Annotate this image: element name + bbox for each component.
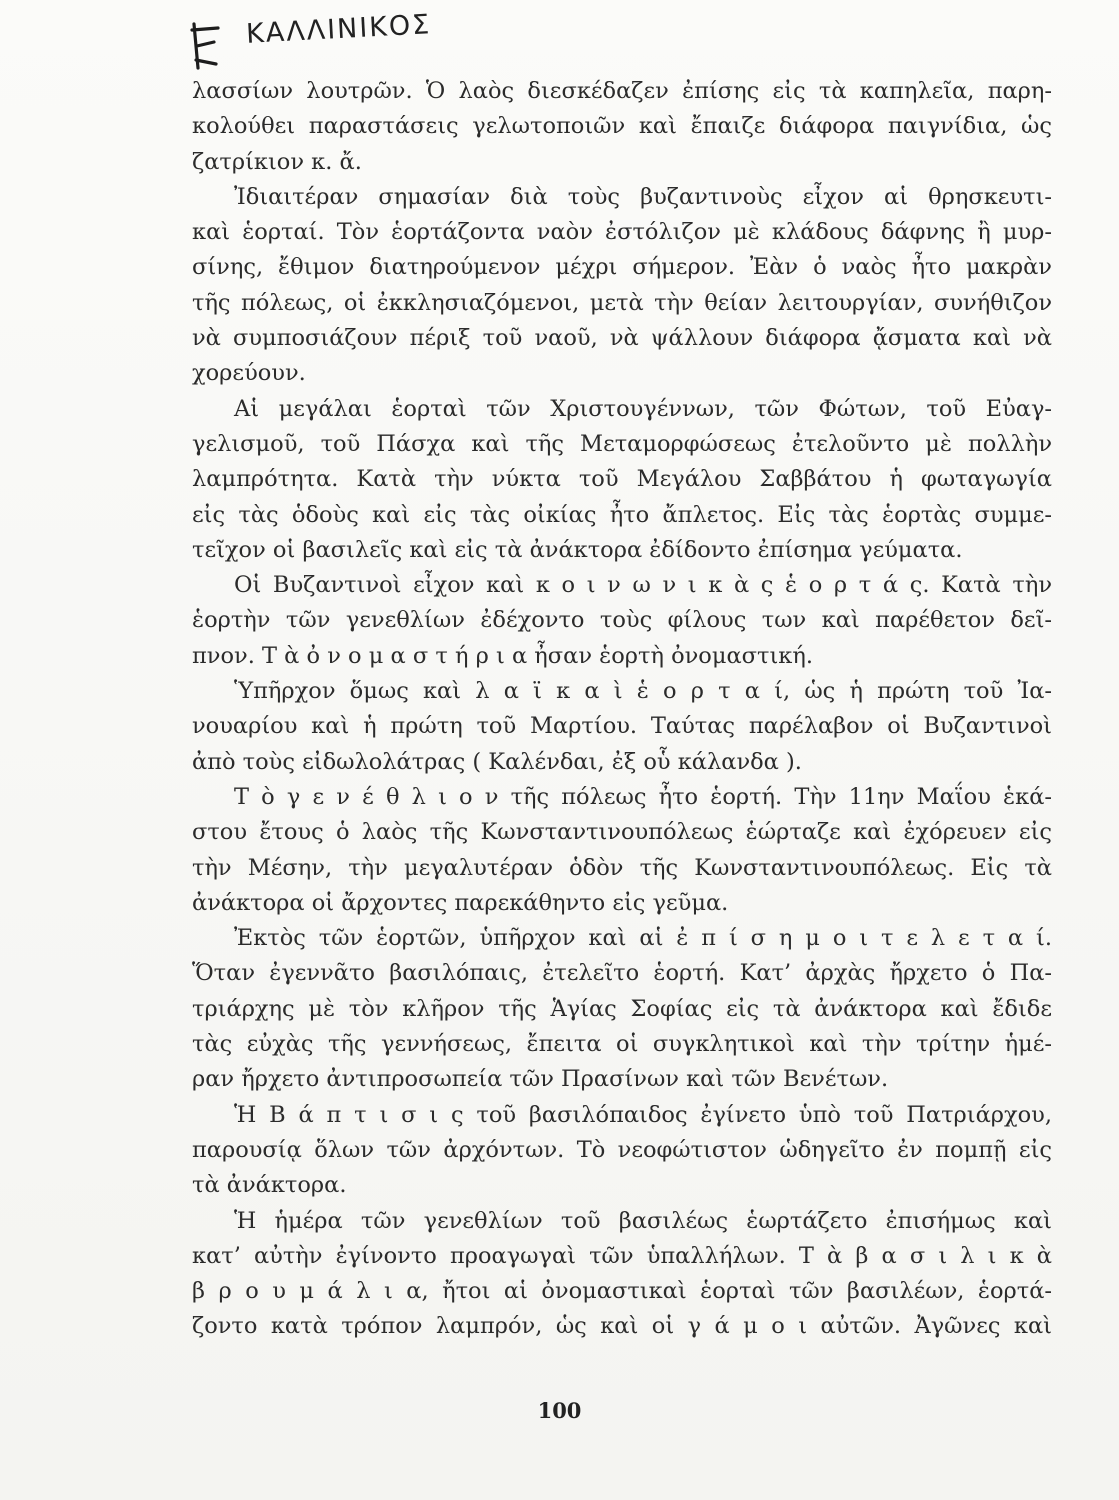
text-line: κολούθει παραστάσεις γελωτοποιῶν καὶ ἔπαιζε διάφορα παιγνίδια, ὡς [192,113,1052,140]
text-line: κατ’ αὐτὴν ἐγίνοντο προαγωγαὶ τῶν ὑπαλλήλων. Τ ὰ β α σ ι λ ι κ ὰ [192,1242,1052,1269]
text-line: Ἡ Β ά π τ ι σ ι ς τοῦ βασιλόπαιδος ἐγίνετο ὑπὸ τοῦ Πατριάρχου, [234,1101,1052,1128]
text-line: ἀνάκτορα οἱ ἄρχοντες παρεκάθηντο εἰς γεῦμα. [192,889,729,916]
body-text [192,74,1052,1345]
text-line: ζατρίκιον κ. ἄ. [192,148,362,175]
text-line: Ἰδιαιτέραν σημασίαν διὰ τοὺς βυζαντινοὺς εἶχον αἱ θρησκευτι- [234,183,1052,210]
text-line: τῆς πόλεως, οἱ ἐκκλησιαζόμενοι, μετὰ τὴν θείαν λειτουργίαν, συνήθιζον [192,289,1052,316]
text-line: Ὑπῆρχον ὅμως καὶ λ α ϊ κ α ὶ ἑ ο ρ τ α ί, ὡς ἡ πρώτη τοῦ Ἰα- [234,678,1052,705]
text-line: ζοντο κατὰ τρόπον λαμπρόν, ὡς καὶ οἱ γ ά μ ο ι αὐτῶν. Ἀγῶνες καὶ [192,1313,1052,1340]
text-line: εἰς τὰς ὁδοὺς καὶ εἰς τὰς οἰκίας ἦτο ἄπλετος. Εἰς τὰς ἑορτὰς συμμε- [192,501,1052,528]
text-line: παρουσίᾳ ὅλων τῶν ἀρχόντων. Τὸ νεοφώτιστον ὡδηγεῖτο ἐν πομπῇ εἰς [192,1136,1052,1163]
handwritten-mark-icon [188,20,222,72]
text-line: β ρ ο υ μ ά λ ι α, ἤτοι αἱ ὀνομαστικαὶ ἑορταὶ τῶν βασιλέων, ἑορτά- [192,1278,1052,1305]
text-line: νουαρίου καὶ ἡ πρώτη τοῦ Μαρτίου. Ταύτας παρέλαβον οἱ Βυζαντινοὶ [192,713,1052,740]
text-line: λαμπρότητα. Κατὰ τὴν νύκτα τοῦ Μεγάλου Σαββάτου ἡ φωταγωγία [192,466,1052,493]
text-line: τὰς εὐχὰς τῆς γεννήσεως, ἔπειτα οἱ συγκλητικοὶ καὶ τὴν τρίτην ἡμέ- [192,1031,1052,1058]
text-line: Ὅταν ἐγεννᾶτο βασιλόπαις, ἐτελεῖτο ἑορτή. Κατ’ ἀρχὰς ἤρχετο ὁ Πα- [192,960,1052,987]
text-line: τὰ ἀνάκτορα. [192,1172,347,1199]
text-line: τριάρχης μὲ τὸν κλῆρον τῆς Ἁγίας Σοφίας εἰς τὰ ἀνάκτορα καὶ ἔδιδε [192,995,1052,1022]
text-line: Ἡ ἡμέρα τῶν γενεθλίων τοῦ βασιλέως ἑωρτάζετο ἐπισήμως καὶ [234,1207,1052,1234]
text-line: ἑορτὴν τῶν γενεθλίων ἐδέχοντο τοὺς φίλους των καὶ παρέθετον δεῖ- [192,607,1052,634]
text-line: στου ἔτους ὁ λαὸς τῆς Κωνσταντινουπόλεως ἑώρταζε καὶ ἐχόρευεν εἰς [192,819,1052,846]
handwritten-note: ΚΑΛΛΙΝΙΚΟΣ [245,9,432,50]
text-line: Ἐκτὸς τῶν ἑορτῶν, ὑπῆρχον καὶ αἱ ἐ π ί σ η μ ο ι τ ε λ ε τ α ί. [234,925,1052,952]
text-line: πνον. Τ ὰ ὀ ν ο μ α σ τ ή ρ ι α ἦσαν ἑορτὴ ὀνομαστική. [192,642,813,669]
text-line: Τ ὸ γ ε ν έ θ λ ι ο ν τῆς πόλεως ἦτο ἑορτή. Τὴν 11ην Μαΐου ἑκά- [234,783,1052,810]
text-line: τὴν Μέσην, τὴν μεγαλυτέραν ὁδὸν τῆς Κωνσταντινουπόλεως. Εἰς τὰ [192,854,1052,881]
text-line: γελισμοῦ, τοῦ Πάσχα καὶ τῆς Μεταμορφώσεως ἐτελοῦντο μὲ πολλὴν [192,430,1052,457]
text-line: καὶ ἑορταί. Τὸν ἑορτάζοντα ναὸν ἐστόλιζον μὲ κλάδους δάφνης ἢ μυρ- [192,219,1052,246]
page-number: 100 [537,1398,582,1423]
text-line: ραν ἤρχετο ἀντιπροσωπεία τῶν Πρασίνων καὶ τῶν Βενέτων. [192,1066,889,1093]
text-line: Οἱ Βυζαντινοὶ εἶχον καὶ κ ο ι ν ω ν ι κ ὰ ς ἑ ο ρ τ ά ς. Κατὰ τὴν [234,572,1052,599]
text-line: τεῖχον οἱ βασιλεῖς καὶ εἰς τὰ ἀνάκτορα ἐδίδοντο ἐπίσημα γεύματα. [192,536,963,563]
text-line: χορεύουν. [192,360,306,387]
text-line: ἀπὸ τοὺς εἰδωλολάτρας ( Καλένδαι, ἐξ οὗ κάλανδα ). [192,748,802,775]
text-line: σίνης, ἔθιμον διατηρούμενον μέχρι σήμερον. Ἐὰν ὁ ναὸς ἦτο μακρὰν [192,254,1052,281]
text-line: νὰ συμποσιάζουν πέριξ τοῦ ναοῦ, νὰ ψάλλουν διάφορα ᾄσματα καὶ νὰ [192,325,1052,352]
text-line: λασσίων λουτρῶν. Ὁ λαὸς διεσκέδαζεν ἐπίσης εἰς τὰ καπηλεῖα, παρη- [192,78,1052,104]
text-line: Αἱ μεγάλαι ἑορταὶ τῶν Χριστουγέννων, τῶν Φώτων, τοῦ Εὐαγ- [234,395,1052,422]
